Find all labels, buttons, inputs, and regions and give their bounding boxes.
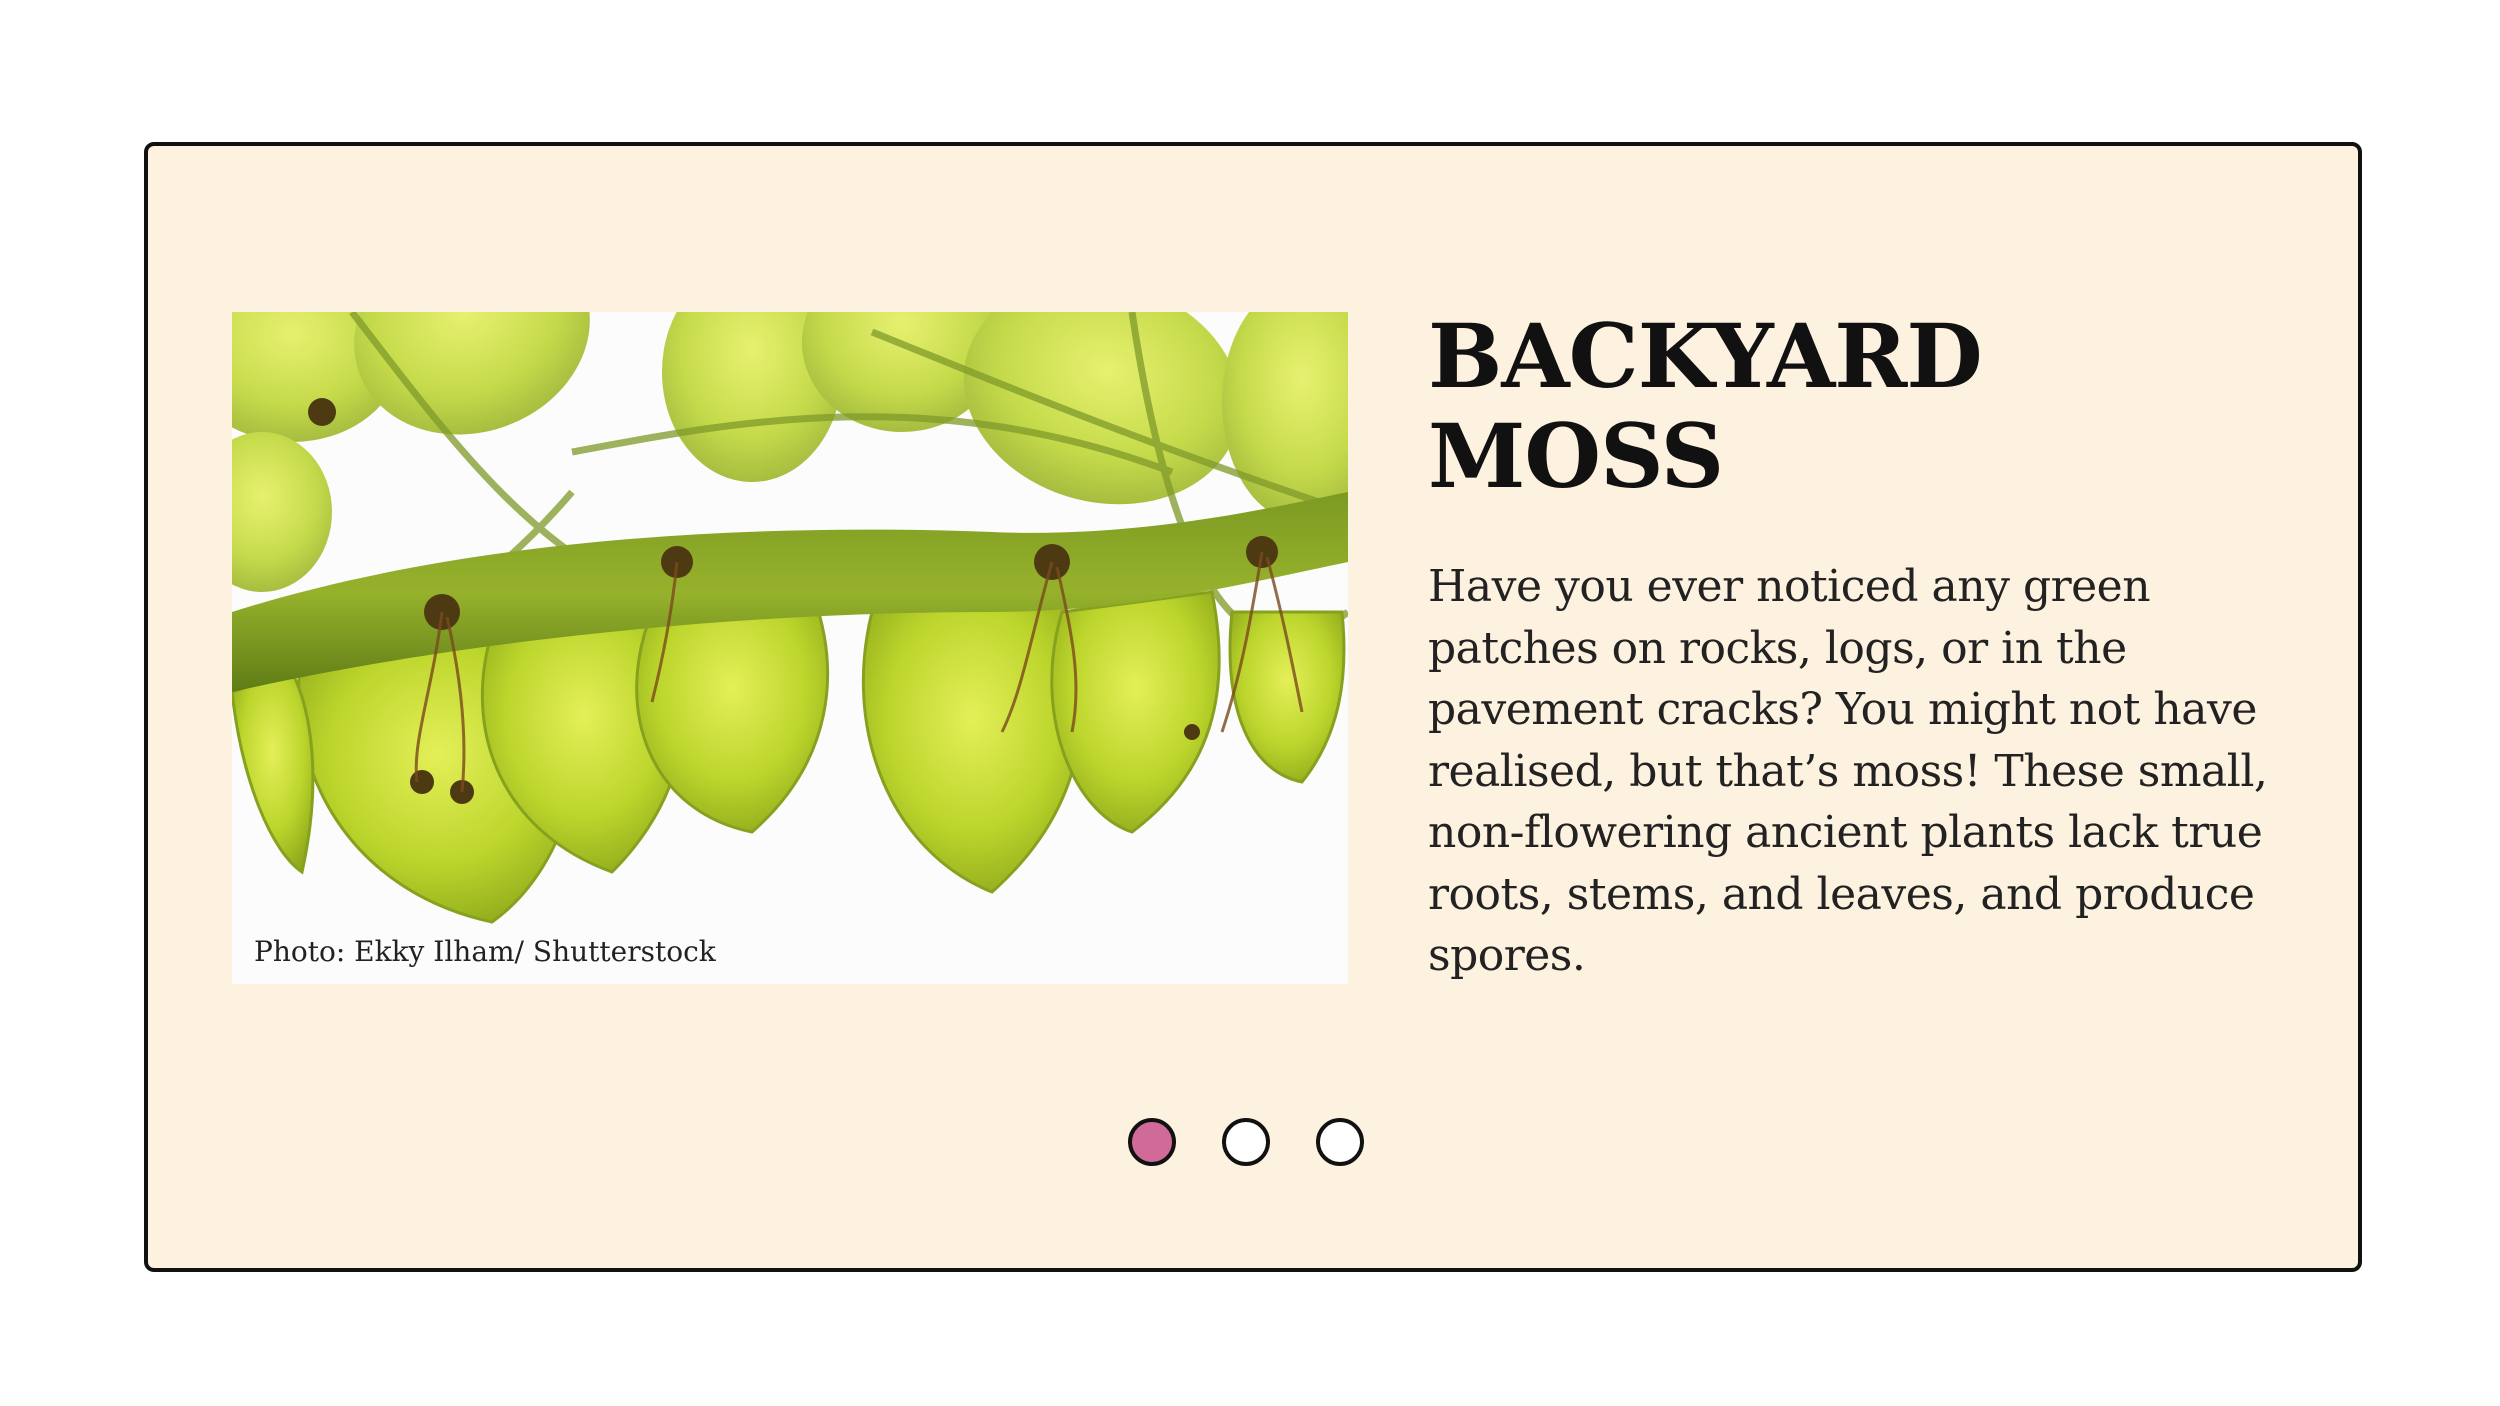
slide-card: [144, 142, 2362, 1272]
pagination-dots: [1128, 1118, 1364, 1166]
pagination-dot-3[interactable]: [1316, 1118, 1364, 1166]
photo-credit: Photo: Ekky Ilham/ Shutterstock: [254, 935, 716, 968]
moss-illustration: [232, 312, 1348, 984]
slide-title: BACKYARD MOSS: [1428, 304, 1982, 508]
slide-body-text: Have you ever noticed any green patches on rocks, logs, or in the pavement cracks? You might not have realised, but that’s moss! These small, non-flowering ancient plants lack true roots, stems, and leaves, and produce spores.: [1428, 561, 2268, 981]
pagination-dot-2[interactable]: [1222, 1118, 1270, 1166]
moss-photo: [232, 312, 1348, 984]
pagination-dot-1[interactable]: [1128, 1118, 1176, 1166]
